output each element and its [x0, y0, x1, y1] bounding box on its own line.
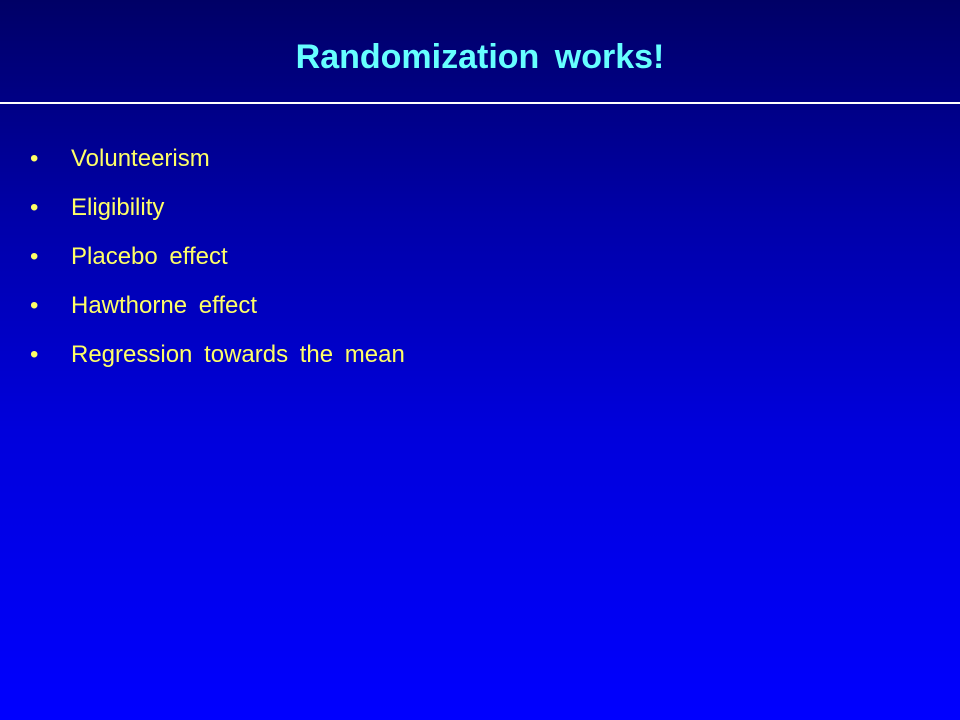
- bullet-text: Hawthorne effect: [71, 292, 257, 319]
- bullet-text: Regression towards the mean: [71, 341, 405, 368]
- bullet-icon: •: [30, 243, 39, 270]
- title-divider: [0, 102, 960, 104]
- bullet-icon: •: [30, 341, 39, 368]
- bullet-icon: •: [30, 145, 39, 172]
- bullet-text: Placebo effect: [71, 243, 228, 270]
- bullet-item-eligibility: [30, 194, 405, 243]
- slide-title: Randomization works!: [295, 38, 665, 76]
- bullet-item-volunteerism: [30, 145, 405, 194]
- bullet-item-regression-towards-mean: [30, 341, 405, 390]
- bullet-text: Eligibility: [71, 194, 165, 221]
- bullet-icon: •: [30, 194, 39, 221]
- bullet-text: Volunteerism: [71, 145, 210, 172]
- bullet-icon: •: [30, 292, 39, 319]
- bullet-item-placebo-effect: [30, 243, 405, 292]
- bullet-item-hawthorne-effect: [30, 292, 405, 341]
- bullet-list: [30, 145, 405, 390]
